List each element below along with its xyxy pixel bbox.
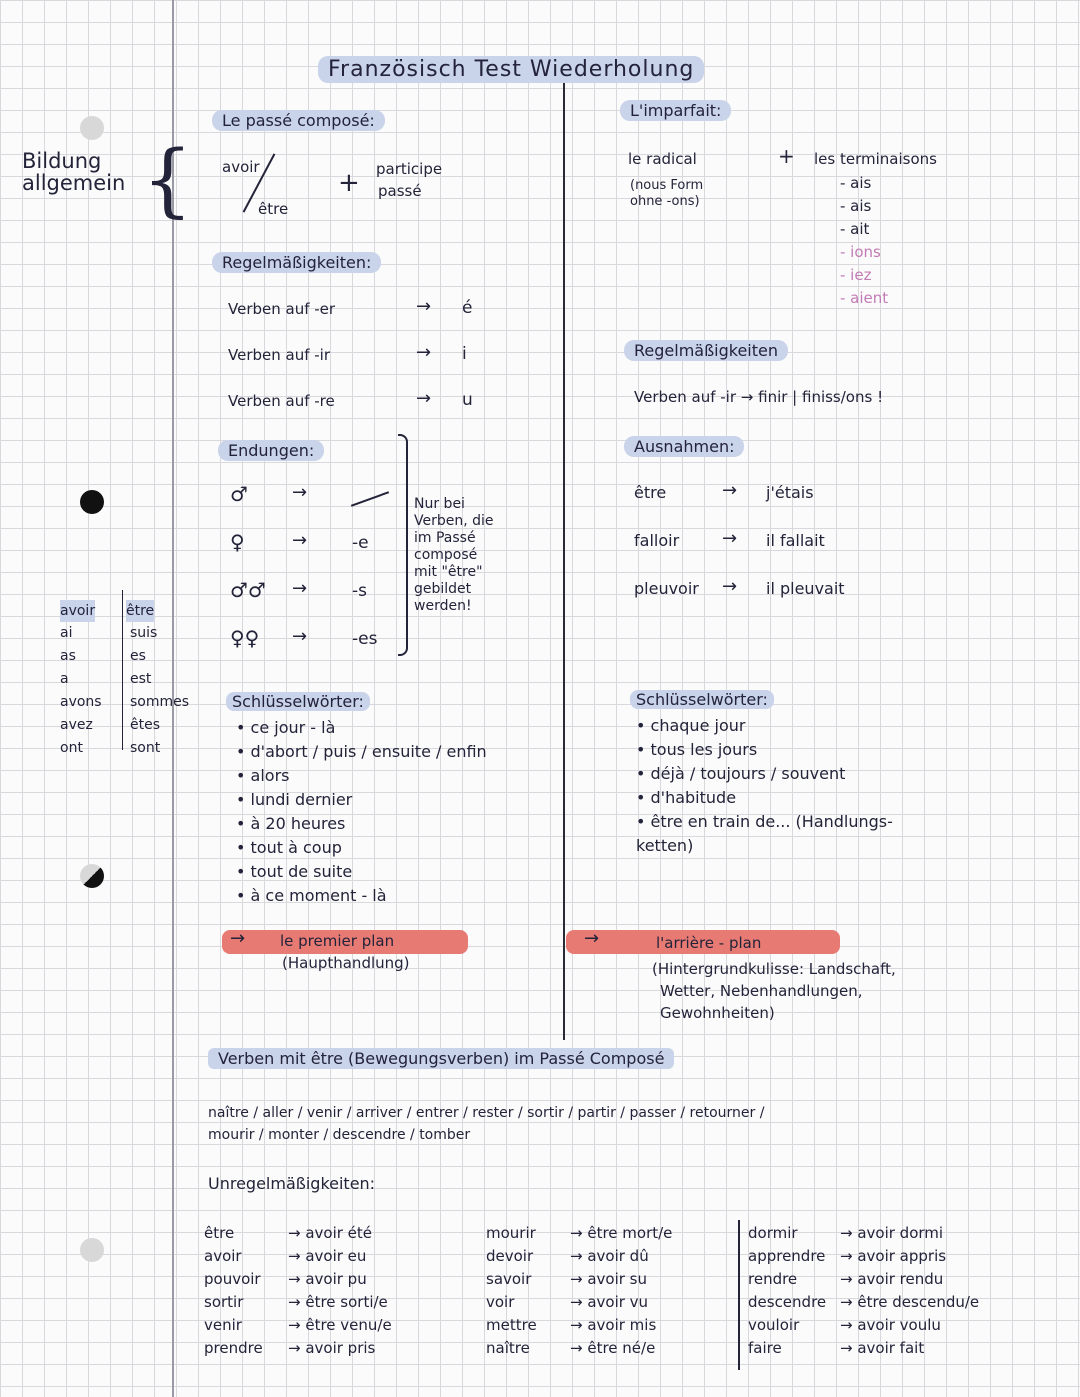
imp-terminaisons: les terminaisons: [814, 150, 937, 168]
rule-result: i: [462, 344, 467, 364]
pc-participe: participe: [376, 160, 443, 178]
table-header-avoir: avoir: [60, 600, 95, 622]
side-label-line1: Bildung: [22, 149, 102, 173]
binder-hole-bottom: [80, 1238, 104, 1262]
unregel-infinitive: prendre: [204, 1339, 263, 1357]
unregel-heading: Unregelmäßigkeiten:: [208, 1174, 376, 1193]
unregel-participle: → être descendu/e: [840, 1293, 980, 1311]
pc-keyword: • tout de suite: [236, 862, 353, 881]
side-label: [22, 150, 125, 194]
note-line: mit "être": [414, 564, 483, 580]
rule-ending: Verben auf -re: [228, 392, 335, 410]
page-title: Französisch Test Wiederholung: [318, 56, 704, 83]
table-cell-etre: êtes: [130, 717, 161, 733]
table-cell-etre: sommes: [130, 694, 190, 710]
note-line: im Passé: [414, 530, 476, 546]
unregel-infinitive: devoir: [486, 1247, 534, 1265]
table-header-etre: être: [126, 600, 154, 622]
ausnahme-form: il fallait: [766, 531, 825, 550]
pc-keyword: • à ce moment - là: [236, 886, 387, 905]
imp-nous-line2: ohne -ons): [630, 194, 700, 209]
endung-symbol: ♀♀: [230, 626, 260, 650]
binder-hole-middle: [80, 490, 104, 514]
side-label-line2: allgemein: [22, 171, 126, 195]
unregel-infinitive: faire: [748, 1339, 782, 1357]
unregel-col1: [204, 1222, 392, 1360]
rule-ending: Verben auf -er: [228, 300, 336, 318]
unregel-participle: → avoir vu: [570, 1293, 649, 1311]
unregel-row: [748, 1314, 979, 1337]
unregel-participle: → avoir voulu: [840, 1316, 941, 1334]
table-cell-etre: est: [130, 671, 152, 687]
imp-radical: le radical: [628, 150, 697, 168]
endung-symbol: ♂♂: [230, 578, 266, 602]
imp-regel-text: Verben auf -ir → finir | finiss/ons !: [634, 388, 884, 406]
unregel-row: [204, 1337, 392, 1360]
pc-plan-sub: (Haupthandlung): [282, 954, 410, 972]
unregel-participle: → avoir pris: [288, 1339, 376, 1357]
imp-ending: - iez: [840, 266, 872, 284]
rule-result: u: [462, 390, 473, 410]
imp-nous-line1: (nous Form: [630, 178, 704, 193]
unregel-participle: → avoir mis: [570, 1316, 657, 1334]
endung-arrow: →: [292, 482, 308, 503]
table-row: [60, 737, 200, 760]
unregel-infinitive: apprendre: [748, 1247, 826, 1265]
unregel-participle: → avoir dormi: [840, 1224, 944, 1242]
unregel-participle: → avoir rendu: [840, 1270, 944, 1288]
ausnahme-verb: pleuvoir: [634, 579, 699, 598]
table-row: [60, 691, 200, 714]
unregel-infinitive: descendre: [748, 1293, 827, 1311]
note-line: Nur bei: [414, 496, 465, 512]
table-row: [60, 622, 200, 645]
ausnahme-verb: falloir: [634, 531, 680, 550]
unregel-participle: → avoir fait: [840, 1339, 925, 1357]
pc-keyword: • d'abort / puis / ensuite / enfin: [236, 742, 487, 761]
endungen-bracket: [398, 434, 408, 656]
table-cell-avoir: avez: [60, 717, 93, 733]
pc-keyword: • tout à coup: [236, 838, 342, 857]
pc-plan-arrow: →: [230, 928, 246, 949]
rule-result: é: [462, 298, 473, 318]
imp-keyword: • tous les jours: [636, 740, 758, 759]
imp-ending: - ais: [840, 197, 872, 215]
unregel-participle: → avoir pu: [288, 1270, 367, 1288]
endung-suffix: -s: [352, 581, 367, 601]
endung-suffix: -es: [352, 629, 378, 649]
unregel-row: [486, 1314, 672, 1337]
unregel-participle: → avoir appris: [840, 1247, 947, 1265]
unregel-infinitive: mettre: [486, 1316, 537, 1334]
unregel-row: [748, 1268, 979, 1291]
ausnahme-arrow: →: [722, 480, 738, 501]
ausnahme-arrow: →: [722, 576, 738, 597]
endung-arrow: →: [292, 530, 308, 551]
unregel-infinitive: avoir: [204, 1247, 242, 1265]
table-cell-avoir: ai: [60, 625, 73, 641]
ausnahme-verb: être: [634, 483, 667, 502]
table-cell-avoir: avons: [60, 694, 102, 710]
unregel-row: [204, 1314, 392, 1337]
endung-symbol: ♀: [230, 530, 245, 554]
etre-verbs-heading: Verben mit être (Bewegungsverben) im Passé Composé: [208, 1048, 674, 1069]
unregel-participle: → avoir su: [570, 1270, 648, 1288]
imp-heading: L'imparfait:: [620, 100, 731, 121]
unregel-row: [748, 1222, 979, 1245]
unregel-infinitive: rendre: [748, 1270, 798, 1288]
endung-symbol: ♂: [230, 482, 248, 506]
unregel-participle: → être mort/e: [570, 1224, 673, 1242]
unregel-participle: → avoir eu: [288, 1247, 367, 1265]
unregel-participle: → être né/e: [570, 1339, 656, 1357]
imp-plan-sub2: Wetter, Nebenhandlungen,: [660, 982, 863, 1000]
table-cell-etre: sont: [130, 740, 161, 756]
imp-plan-arrow: →: [584, 928, 600, 949]
pc-regel-heading: Regelmäßigkeiten:: [212, 252, 381, 273]
unregel-row: [486, 1268, 672, 1291]
unregel-infinitive: voir: [486, 1293, 515, 1311]
table-row: [60, 668, 200, 691]
unregel-infinitive: mourir: [486, 1224, 536, 1242]
table-row: [60, 714, 200, 737]
imp-ending: - ais: [840, 174, 872, 192]
imp-ending: - ait: [840, 220, 870, 238]
unregel-participle: → être sorti/e: [288, 1293, 388, 1311]
endung-masc-line: [351, 491, 389, 507]
unregel-row: [748, 1337, 979, 1360]
pc-avoir: avoir: [222, 158, 260, 176]
avoir-etre-table: [60, 600, 200, 760]
imp-keyword: • être en train de... (Handlungs-: [636, 812, 893, 831]
unregel-infinitive: être: [204, 1224, 235, 1242]
pc-schluessel-list: [236, 716, 487, 908]
imp-keyword: • déjà / toujours / souvent: [636, 764, 846, 783]
pc-schluessel-heading: Schlüsselwörter:: [226, 692, 370, 711]
note-line: gebildet: [414, 581, 472, 597]
pc-keyword: • ce jour - là: [236, 718, 336, 737]
unregel-row: [204, 1268, 392, 1291]
unregel-row: [748, 1245, 979, 1268]
unregel-infinitive: venir: [204, 1316, 242, 1334]
unregel-row: [486, 1222, 672, 1245]
binder-hole-lower: [80, 864, 104, 888]
unregel-infinitive: pouvoir: [204, 1270, 261, 1288]
pc-passe: passé: [378, 182, 422, 200]
ausnahme-form: j'étais: [766, 483, 814, 502]
imp-plan-sub3: Gewohnheiten): [660, 1004, 775, 1022]
table-cell-avoir: ont: [60, 740, 83, 756]
imp-schluessel-heading: Schlüsselwörter:: [630, 690, 774, 709]
unregel-row: [204, 1291, 392, 1314]
endung-suffix: -e: [352, 533, 369, 553]
unregel-col2: [486, 1222, 672, 1360]
pc-keyword: • à 20 heures: [236, 814, 346, 833]
etre-verbs-line2: mourir / monter / descendre / tomber: [208, 1127, 471, 1143]
imp-plus: +: [778, 144, 795, 168]
endung-arrow: →: [292, 626, 308, 647]
unregel-infinitive: sortir: [204, 1293, 244, 1311]
unregel-infinitive: dormir: [748, 1224, 798, 1242]
unregel-row: [204, 1245, 392, 1268]
side-brace: {: [142, 133, 193, 226]
endung-arrow: →: [292, 578, 308, 599]
rule-arrow: →: [416, 388, 432, 409]
table-cell-etre: es: [130, 648, 146, 664]
rule-arrow: →: [416, 342, 432, 363]
imp-ending: - aient: [840, 289, 889, 307]
imp-ausnahmen-heading: Ausnahmen:: [624, 436, 744, 457]
pc-heading: Le passé composé:: [212, 110, 385, 131]
pc-plus: +: [338, 168, 360, 198]
ausnahme-arrow: →: [722, 528, 738, 549]
pc-keyword: • alors: [236, 766, 290, 785]
imp-plan-title: l'arrière - plan: [656, 934, 762, 952]
center-divider: [563, 80, 565, 1040]
etre-verbs-line1: naître / aller / venir / arriver / entrer / rester / sortir / partir / passer / retourner /: [208, 1105, 765, 1121]
imp-keyword: ketten): [636, 836, 694, 855]
unregel-participle: → être venu/e: [288, 1316, 392, 1334]
imp-keyword: • chaque jour: [636, 716, 746, 735]
unregel-participle: → avoir été: [288, 1224, 373, 1242]
unregel-row: [748, 1291, 979, 1314]
unregel-participle: → avoir dû: [570, 1247, 649, 1265]
imp-keyword: • d'habitude: [636, 788, 737, 807]
table-cell-avoir: as: [60, 648, 76, 664]
imp-plan-sub1: (Hintergrundkulisse: Landschaft,: [652, 960, 896, 978]
rule-ending: Verben auf -ir: [228, 346, 331, 364]
binder-hole-top: [80, 116, 104, 140]
imp-regel-heading: Regelmäßigkeiten: [624, 340, 788, 361]
unregel-row: [486, 1291, 672, 1314]
table-row: [60, 645, 200, 668]
imp-schluessel-list: [636, 714, 893, 858]
unregel-infinitive: vouloir: [748, 1316, 800, 1334]
ausnahme-form: il pleuvait: [766, 579, 845, 598]
unregel-row: [486, 1337, 672, 1360]
pc-keyword: • lundi dernier: [236, 790, 353, 809]
unregel-row: [486, 1245, 672, 1268]
pc-plan-title: le premier plan: [280, 932, 395, 950]
unregel-infinitive: savoir: [486, 1270, 532, 1288]
table-cell-avoir: a: [60, 671, 69, 687]
unregel-divider: [738, 1220, 740, 1370]
rule-arrow: →: [416, 296, 432, 317]
unregel-col3: [748, 1222, 979, 1360]
note-line: composé: [414, 547, 478, 563]
note-line: werden!: [414, 598, 472, 614]
pc-note: [414, 496, 494, 615]
note-line: Verben, die: [414, 513, 494, 529]
pc-endungen-heading: Endungen:: [218, 440, 324, 461]
unregel-infinitive: naître: [486, 1339, 530, 1357]
imp-ending: - ions: [840, 243, 881, 261]
pc-etre: être: [258, 200, 289, 218]
unregel-row: [204, 1222, 392, 1245]
table-divider: [122, 590, 123, 750]
table-cell-etre: suis: [130, 625, 158, 641]
imp-endings: [840, 172, 888, 310]
